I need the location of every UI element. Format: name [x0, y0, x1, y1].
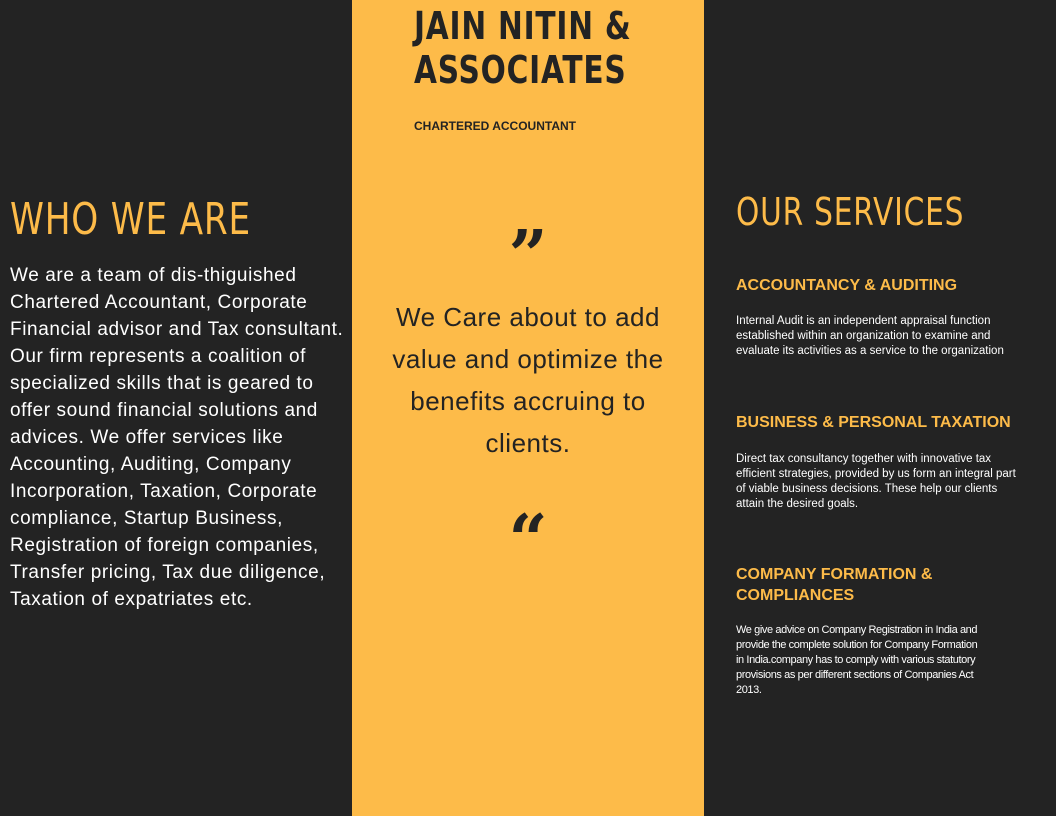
service-item-taxation: [736, 412, 1036, 512]
tagline-quote: We Care about to add value and optimize the benefits accruing to clients.: [392, 302, 664, 458]
who-we-are-panel: [0, 0, 352, 816]
firm-name-line-2: ASSOCIATES: [414, 48, 627, 92]
service-description: Direct tax consultancy together with innovative tax efficient strategies, provided by us form an integral part of viable business decisions. These help our clients attain the desired goals.: [736, 453, 1016, 510]
service-description: We give advice on Company Registration in India and provide the complete solution for Company Formation in India.company has to comply with various statutory provisions as per different sections of Companies Act 2013.: [736, 624, 978, 696]
service-title: BUSINESS & PERSONAL TAXATION: [736, 414, 1011, 431]
firm-name-line-1: JAIN NITIN &: [414, 4, 632, 48]
firm-subtitle: CHARTERED ACCOUNTANT: [414, 119, 576, 133]
service-item-company-formation: [736, 564, 976, 698]
who-we-are-body: We are a team of dis-thiguished Chartered Accountant, Corporate Financial advisor and Tax consultant. Our firm represents a coalition of specialized skills that is geared to offer sound financial solutions and advices. We offer services like Accounting, Auditing, Company Incorporation, Taxation, Corporate compliance, Startup Business, Registration of foreign companies, Transfer pricing, Tax due diligence, Taxation of expatriates etc.: [10, 265, 344, 610]
our-services-heading: OUR SERVICES: [736, 190, 965, 234]
brand-panel: [352, 0, 704, 816]
service-title: COMPANY FORMATION & COMPLIANCES: [736, 566, 933, 604]
firm-name: [414, 4, 632, 92]
service-item-accountancy: [736, 275, 1036, 359]
quote-open-icon: ”: [508, 216, 548, 296]
who-we-are-heading: WHO WE ARE: [10, 194, 252, 245]
service-description: Internal Audit is an independent appraisal function established within an organization to examine and evaluate its activities as a service to the organization: [736, 315, 1004, 357]
our-services-panel: [704, 0, 1056, 816]
quote-close-icon: “: [508, 500, 548, 580]
service-title: ACCOUNTANCY & AUDITING: [736, 277, 958, 294]
